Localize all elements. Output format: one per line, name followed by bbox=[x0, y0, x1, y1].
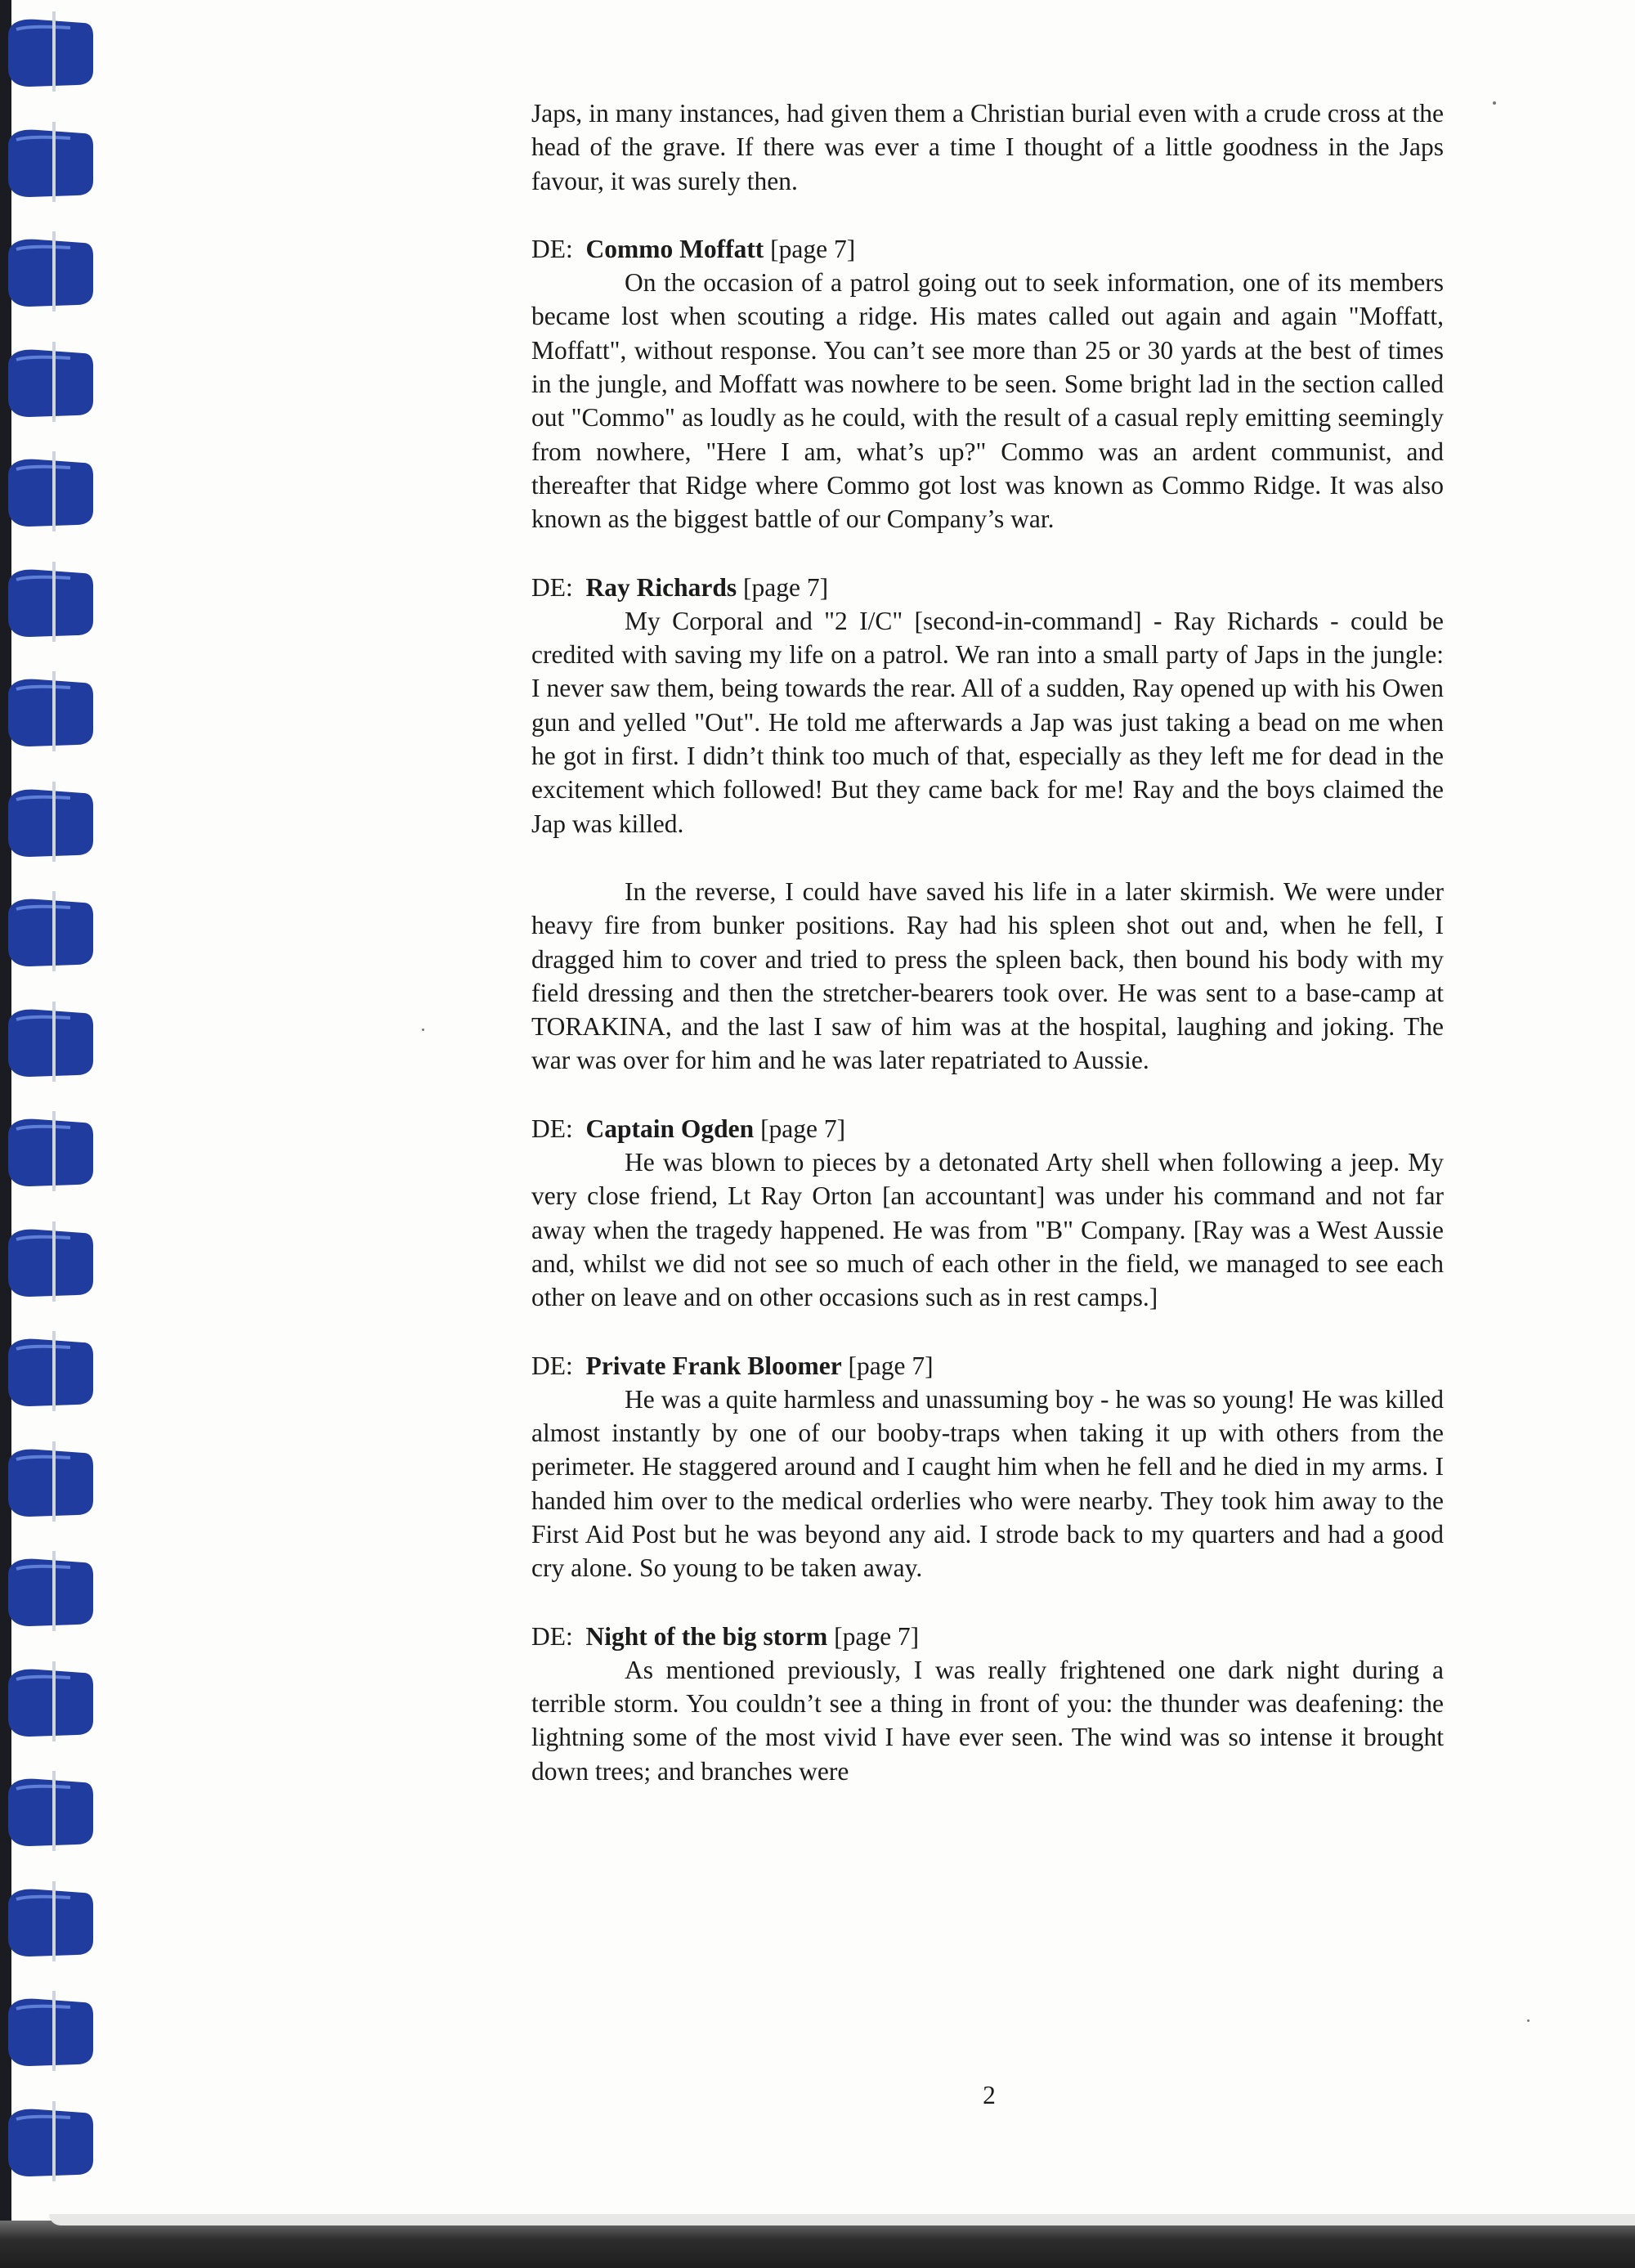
heading-prefix: DE: bbox=[531, 1621, 573, 1651]
binding-coil bbox=[5, 671, 96, 751]
paper-speck bbox=[1527, 2019, 1530, 2022]
body-text bbox=[531, 96, 1444, 1788]
heading-page-ref: [page 7] bbox=[848, 1351, 934, 1380]
heading-prefix: DE: bbox=[531, 1114, 573, 1143]
binding-coil bbox=[5, 451, 96, 531]
section-heading-commo-moffatt bbox=[531, 232, 1444, 266]
binding-coil bbox=[5, 1331, 96, 1411]
binding-coil bbox=[5, 1441, 96, 1522]
binding-coil bbox=[5, 231, 96, 312]
binding-coil bbox=[5, 1221, 96, 1302]
heading-prefix: DE: bbox=[531, 572, 573, 602]
paper-speck bbox=[1493, 101, 1496, 105]
section-paragraph: He was a quite harmless and unassuming boy - he was so young! He was killed almost instantly by one of our booby-traps when taking it up with others from the perimeter. He staggered around and I caught him when he fell and he died in my arms. I handed him over to the medical orderlies who were nearby. They took him away to the First Aid Post but he was beyond any aid. I strode back to my quarters and had a good cry alone. So young to be taken away. bbox=[531, 1384, 1444, 1583]
page-number: 2 bbox=[983, 2081, 996, 2109]
binding-coil bbox=[5, 1002, 96, 1082]
binding-coil bbox=[5, 782, 96, 862]
binding-coil bbox=[5, 1771, 96, 1851]
section-heading-captain-ogden bbox=[531, 1112, 1444, 1145]
section-paragraph: He was blown to pieces by a detonated Arty shell when following a jeep. My very close friend, Lt Ray Orton [an accountant] was under his command and not far away when the tragedy happened. He was from "B" Company. [Ray was a West Aussie and, whilst we did not see so much of each other in the field, we managed to see each other on leave and on other occasions such as in rest camps.] bbox=[531, 1148, 1444, 1312]
heading-name: Private Frank Bloomer bbox=[585, 1351, 842, 1380]
heading-prefix: DE: bbox=[531, 234, 573, 263]
page-edge-highlight bbox=[49, 2214, 1635, 2225]
binding-coil bbox=[5, 11, 96, 92]
paper-speck bbox=[422, 1029, 424, 1031]
section-paragraph: My Corporal and "2 I/C" [second-in-command] - Ray Richards - could be credited with saving my life on a patrol. We ran into a small party of Japs in the jungle: I never saw them, being towards the rear. All of a sudden, Ray opened up with his Owen gun and yelled "Out". He told me afterwards a Jap was just taking a bead on me when he got in first. I didn’t think too much of that, especially as they left me for dead in the excitement which followed! But they came back for me! Ray and the boys claimed the Jap was killed. bbox=[531, 606, 1444, 838]
heading-name: Ray Richards bbox=[585, 572, 737, 602]
section-heading-ray-richards bbox=[531, 571, 1444, 604]
heading-page-ref: [page 7] bbox=[760, 1114, 846, 1143]
section-paragraph: As mentioned previously, I was really frightened one dark night during a terrible storm. You couldn’t see a thing in front of you: the thunder was deafening: the lightning some of the most vivid I have ever seen. The wind was so intense it brought down trees; and branches were bbox=[531, 1655, 1444, 1786]
heading-page-ref: [page 7] bbox=[743, 572, 829, 602]
heading-name: Captain Ogden bbox=[585, 1114, 755, 1143]
section-paragraph: On the occasion of a patrol going out to seek information, one of its members became lost when scouting a ridge. His mates called out again and again "Moffatt, Moffatt", without response. You can’t see more than 25 or 30 yards at the best of times in the jungle, and Moffatt was nowhere to be seen. Some bright lad in the section called out "Commo" as loudly as he could, with the result of a casual reply emitting seemingly from nowhere, "Here I am, what’s up?" Commo was an ardent communist, and thereafter that Ridge where Commo got lost was known as Commo Ridge. It was also known as the biggest battle of our Company’s war. bbox=[531, 268, 1444, 534]
binding-coil bbox=[5, 891, 96, 971]
heading-name: Night of the big storm bbox=[585, 1621, 828, 1651]
section-paragraph: In the reverse, I could have saved his life in a later skirmish. We were under heavy fire from bunker positions. Ray had his spleen shot out and, when he fell, I dragged him to cover and tried to press the spleen back, then bound his body with my field dressing and then the stretcher-bearers took over. He was sent to a base-camp at TORAKINA, and the last I saw of him was at the hospital, laughing and joking. The war was over for him and he was later repatriated to Aussie. bbox=[531, 876, 1444, 1075]
page-bottom-edge bbox=[0, 2221, 1635, 2268]
binding-coil bbox=[5, 122, 96, 202]
section-heading-frank-bloomer bbox=[531, 1349, 1444, 1383]
heading-name: Commo Moffatt bbox=[585, 234, 764, 263]
binding-coil bbox=[5, 342, 96, 422]
heading-page-ref: [page 7] bbox=[770, 234, 856, 263]
binding-coil bbox=[5, 2101, 96, 2181]
binding-coil bbox=[5, 562, 96, 642]
section-heading-big-storm bbox=[531, 1620, 1444, 1653]
binding-coil bbox=[5, 1661, 96, 1741]
spiral-binding bbox=[0, 0, 114, 2268]
intro-paragraph: Japs, in many instances, had given them a Christian burial even with a crude cross at the head of the grave. If there was ever a time I thought of a little goodness in the Japs favour, it was surely then. bbox=[531, 99, 1444, 195]
binding-coil bbox=[5, 1991, 96, 2071]
heading-page-ref: [page 7] bbox=[834, 1621, 920, 1651]
binding-coil bbox=[5, 1881, 96, 1961]
binding-coil bbox=[5, 1551, 96, 1631]
binding-coil bbox=[5, 1111, 96, 1191]
heading-prefix: DE: bbox=[531, 1351, 573, 1380]
